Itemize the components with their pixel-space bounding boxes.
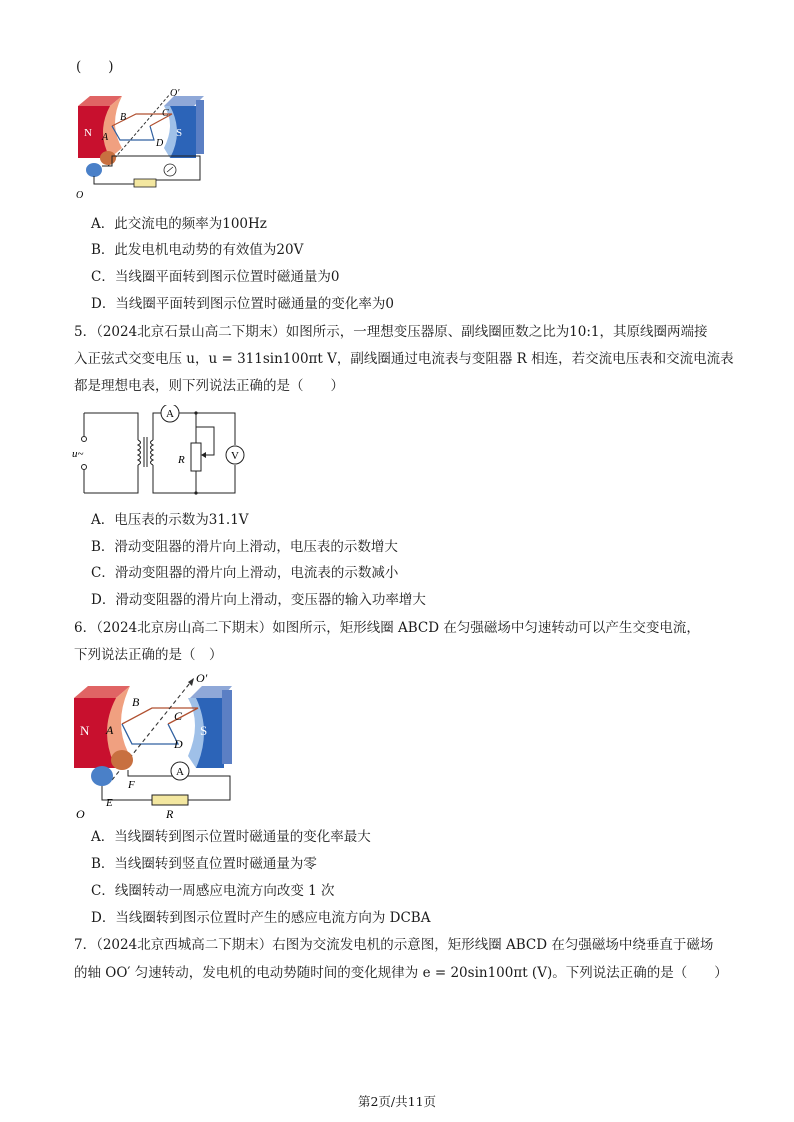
label-s: S <box>200 723 208 738</box>
svg-text:F: F <box>128 779 135 791</box>
svg-text:O: O <box>76 807 85 820</box>
q4-generator-figure <box>72 88 207 200</box>
q7-stem-line2: 的轴 OO′ 匀速转动，发电机的电动势随时间的变化规律为 e = 20sin100πt (V)。下列说法正确的是（ ） <box>74 965 728 981</box>
q6-stem-line2: 下列说法正确的是（ ） <box>74 647 223 663</box>
label-n: N <box>84 127 92 139</box>
q6-option-c[interactable]: C．线圈转动一周感应电流方向改变 1 次 <box>91 883 335 899</box>
svg-text:E: E <box>106 797 113 809</box>
slip-ring <box>111 750 133 770</box>
svg-text:R: R <box>178 454 185 466</box>
svg-text:C: C <box>174 709 183 723</box>
q6-stem-line1: 6．（2024北京房山高二下期末）如图所示，矩形线圈 ABCD 在匀强磁场中匀速转动可以产生交变电流， <box>74 620 700 636</box>
svg-text:A: A <box>102 132 109 143</box>
q4-option-b[interactable]: B．此发电机电动势的有效值为20V <box>91 242 304 258</box>
q4-option-a[interactable]: A．此交流电的频率为100Hz <box>91 216 267 232</box>
slider-arrow <box>201 452 206 458</box>
svg-text:B: B <box>132 695 140 709</box>
label-n: N <box>80 723 90 738</box>
svg-text:D: D <box>156 138 164 149</box>
primary-coil <box>138 440 141 465</box>
svg-text:A: A <box>106 723 114 737</box>
q5-stem-line2: 入正弦式交变电压 u，u = 311sin100πt V，副线圈通过电流表与变阻器 R 相连，若交流电压表和交流电流表 <box>74 351 734 367</box>
coil <box>122 708 198 724</box>
svg-text:O: O <box>76 190 84 200</box>
q5-stem-line1: 5．（2024北京石景山高二下期末）如图所示，一理想变压器原、副线圈匝数之比为10:1，其原线圈两端接 <box>74 324 708 340</box>
secondary-coil <box>151 440 154 465</box>
q5-option-d[interactable]: D．滑动变阻器的滑片向上滑动，变压器的输入功率增大 <box>91 592 426 608</box>
q5-option-c[interactable]: C．滑动变阻器的滑片向上滑动，电流表的示数减小 <box>91 565 399 581</box>
label-s: S <box>176 127 183 139</box>
q4-option-d[interactable]: D．当线圈平面转到图示位置时磁通量的变化率为0 <box>91 296 394 312</box>
svg-text:O′: O′ <box>196 672 208 685</box>
resistor <box>134 179 156 187</box>
svg-text:A: A <box>166 408 174 420</box>
q5-option-a[interactable]: A．电压表的示数为31.1V <box>91 512 249 528</box>
source-label: u~ <box>72 448 84 460</box>
q4-option-c[interactable]: C．当线圈平面转到图示位置时磁通量为0 <box>91 269 340 285</box>
q6-option-b[interactable]: B．当线圈转到竖直位置时磁通量为零 <box>91 856 317 872</box>
svg-text:A: A <box>176 766 184 778</box>
q6-option-d[interactable]: D．当线圈转到图示位置时产生的感应电流方向为 DCBA <box>91 910 431 926</box>
svg-text:O′: O′ <box>170 88 180 99</box>
svg-text:C: C <box>162 108 169 119</box>
q6-option-a[interactable]: A．当线圈转到图示位置时磁通量的变化率最大 <box>91 829 371 845</box>
q6-generator-figure <box>72 672 234 820</box>
q5-transformer-circuit <box>70 405 260 500</box>
q7-stem-line1: 7．（2024北京西城高二下期末）右图为交流发电机的示意图，矩形线圈 ABCD 在匀强磁场中绕垂直于磁场 <box>74 937 714 953</box>
slip-ring <box>100 151 116 165</box>
svg-text:D: D <box>174 737 183 751</box>
svg-text:B: B <box>120 112 127 123</box>
resistor <box>152 795 188 805</box>
rheostat <box>191 443 201 471</box>
page-footer: 第2页/共11页 <box>357 1094 437 1109</box>
svg-text:V: V <box>231 450 239 462</box>
q5-stem-line3: 都是理想电表，则下列说法正确的是（ ） <box>74 378 344 394</box>
svg-text:R: R <box>166 807 174 820</box>
q5-option-b[interactable]: B．滑动变阻器的滑片向上滑动，电压表的示数增大 <box>91 539 398 555</box>
q4-stem-tail: ( ) <box>76 59 114 75</box>
